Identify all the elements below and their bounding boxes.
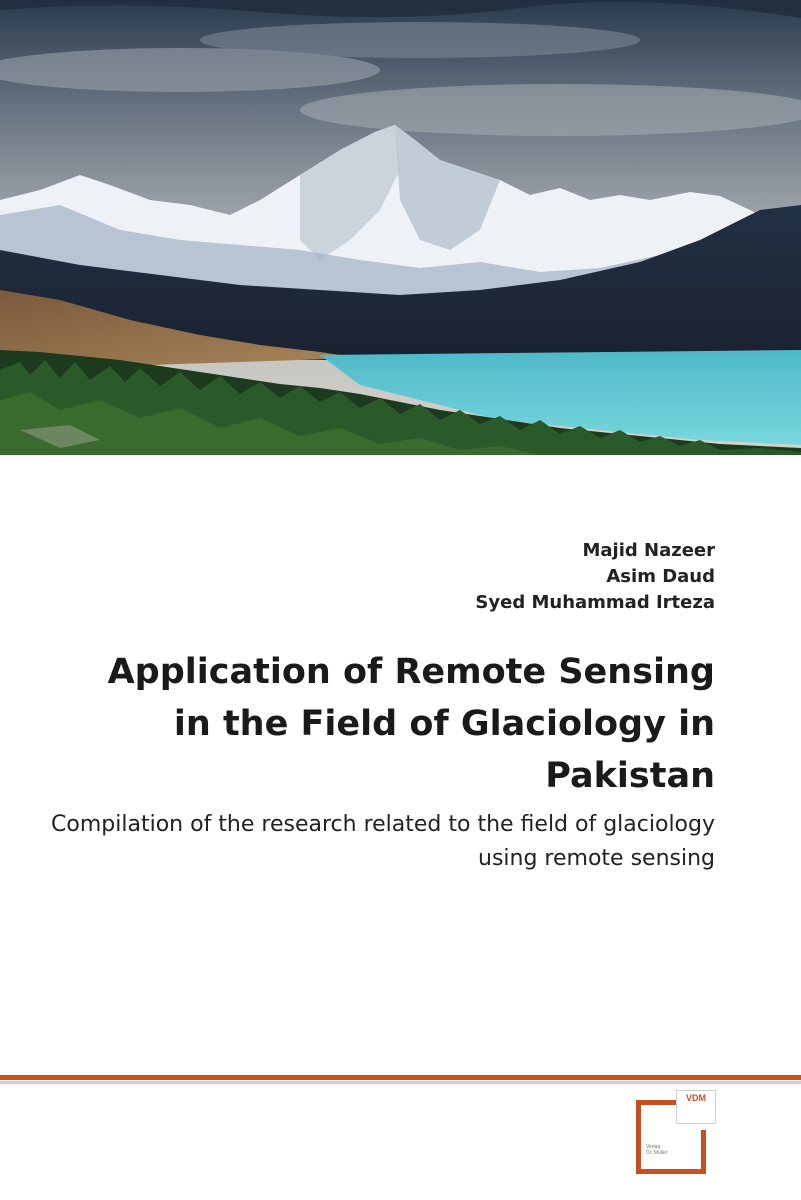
- divider-grey: [0, 1081, 801, 1084]
- logo-subtext-line: Dr. Müller: [646, 1150, 668, 1156]
- author-list: [475, 538, 715, 616]
- author-name: Syed Muhammad Irteza: [475, 592, 715, 613]
- logo-label-box: [676, 1090, 716, 1124]
- author-name: Majid Nazeer: [582, 540, 715, 561]
- logo-subtext: [646, 1144, 667, 1156]
- divider-orange: [0, 1075, 801, 1080]
- author-name: Asim Daud: [606, 566, 715, 587]
- logo-label: VDM: [686, 1093, 706, 1103]
- logo-subtext-line: Verlag: [646, 1144, 661, 1150]
- book-subtitle: Compilation of the research related to the field of glaciology using remote sensing: [51, 812, 715, 871]
- book-title: Application of Remote Sensing in the Field of Glaciology in Pakistan: [107, 652, 715, 796]
- logo-frame-edge: [701, 1130, 706, 1174]
- cover-photo-mountain-lake: [0, 0, 801, 455]
- publisher-logo: [636, 1090, 720, 1176]
